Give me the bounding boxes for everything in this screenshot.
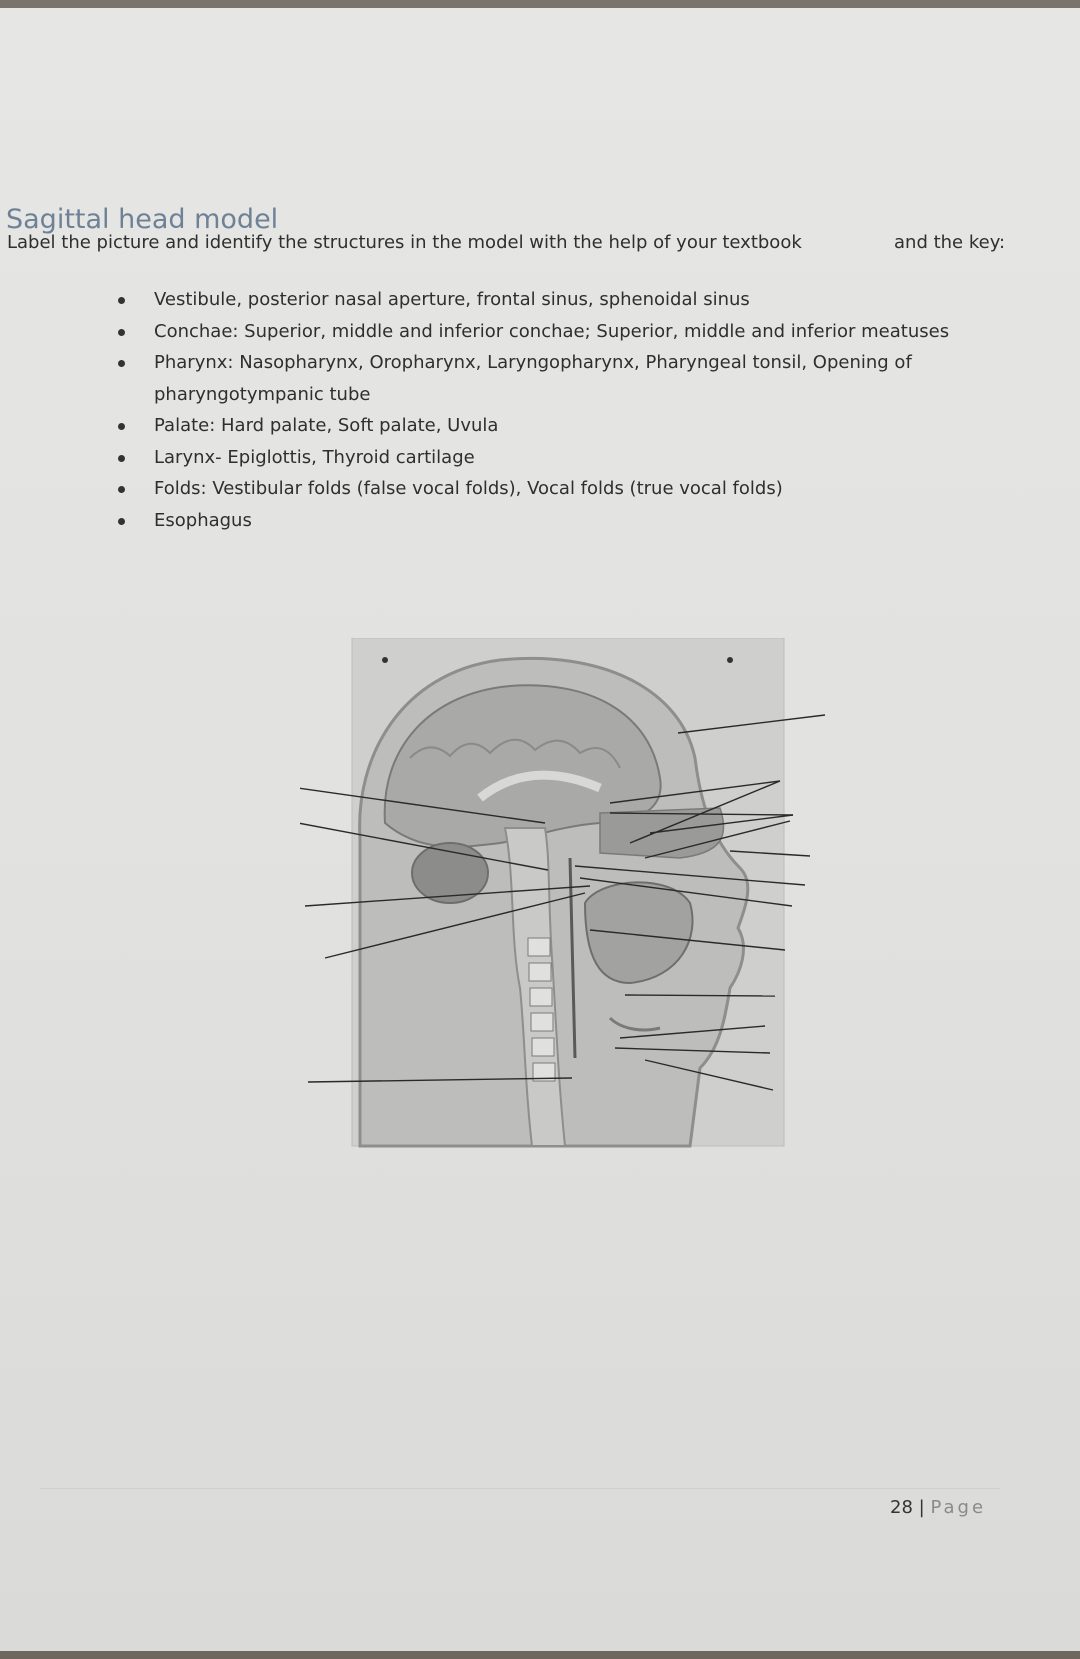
nasal-cavity (600, 808, 724, 858)
list-item: Palate: Hard palate, Soft palate, Uvula (115, 410, 949, 442)
list-item: Pharynx: Nasopharynx, Oropharynx, Laryngopharynx, Pharyngeal tonsil, Opening of pharyngotympanic tube (115, 347, 949, 410)
page-title: Sagittal head model (6, 204, 279, 236)
bullet-icon (118, 329, 125, 336)
bullet-icon (118, 518, 125, 525)
bullet-icon (118, 455, 125, 462)
page-number: 28 | Page (890, 1497, 987, 1518)
bullet-icon (118, 423, 125, 430)
bullet-icon (118, 360, 125, 367)
bullet-icon (118, 297, 125, 304)
list-item: Conchae: Superior, middle and inferior conchae; Superior, middle and inferior meatuses (115, 316, 949, 348)
instruction-text: Label the picture and identify the structures in the model with the help of your textbook (7, 232, 802, 253)
list-item: Larynx- Epiglottis, Thyroid cartilage (115, 442, 949, 474)
document-page (0, 8, 1080, 1651)
instruction-line (7, 232, 1007, 253)
table-edge-top (0, 0, 1080, 8)
pin-dot (382, 657, 388, 663)
sagittal-head-figure (300, 638, 880, 1178)
footer-rule (40, 1488, 1000, 1489)
pin-dot (727, 657, 733, 663)
list-item: Vestibule, posterior nasal aperture, frontal sinus, sphenoidal sinus (115, 284, 949, 316)
instruction-text-end: and the key: (894, 232, 1006, 253)
list-item: Esophagus (115, 505, 949, 537)
table-edge-bottom (0, 1651, 1080, 1659)
bullet-icon (118, 486, 125, 493)
key-list (115, 284, 949, 536)
list-item: Folds: Vestibular folds (false vocal folds), Vocal folds (true vocal folds) (115, 473, 949, 505)
